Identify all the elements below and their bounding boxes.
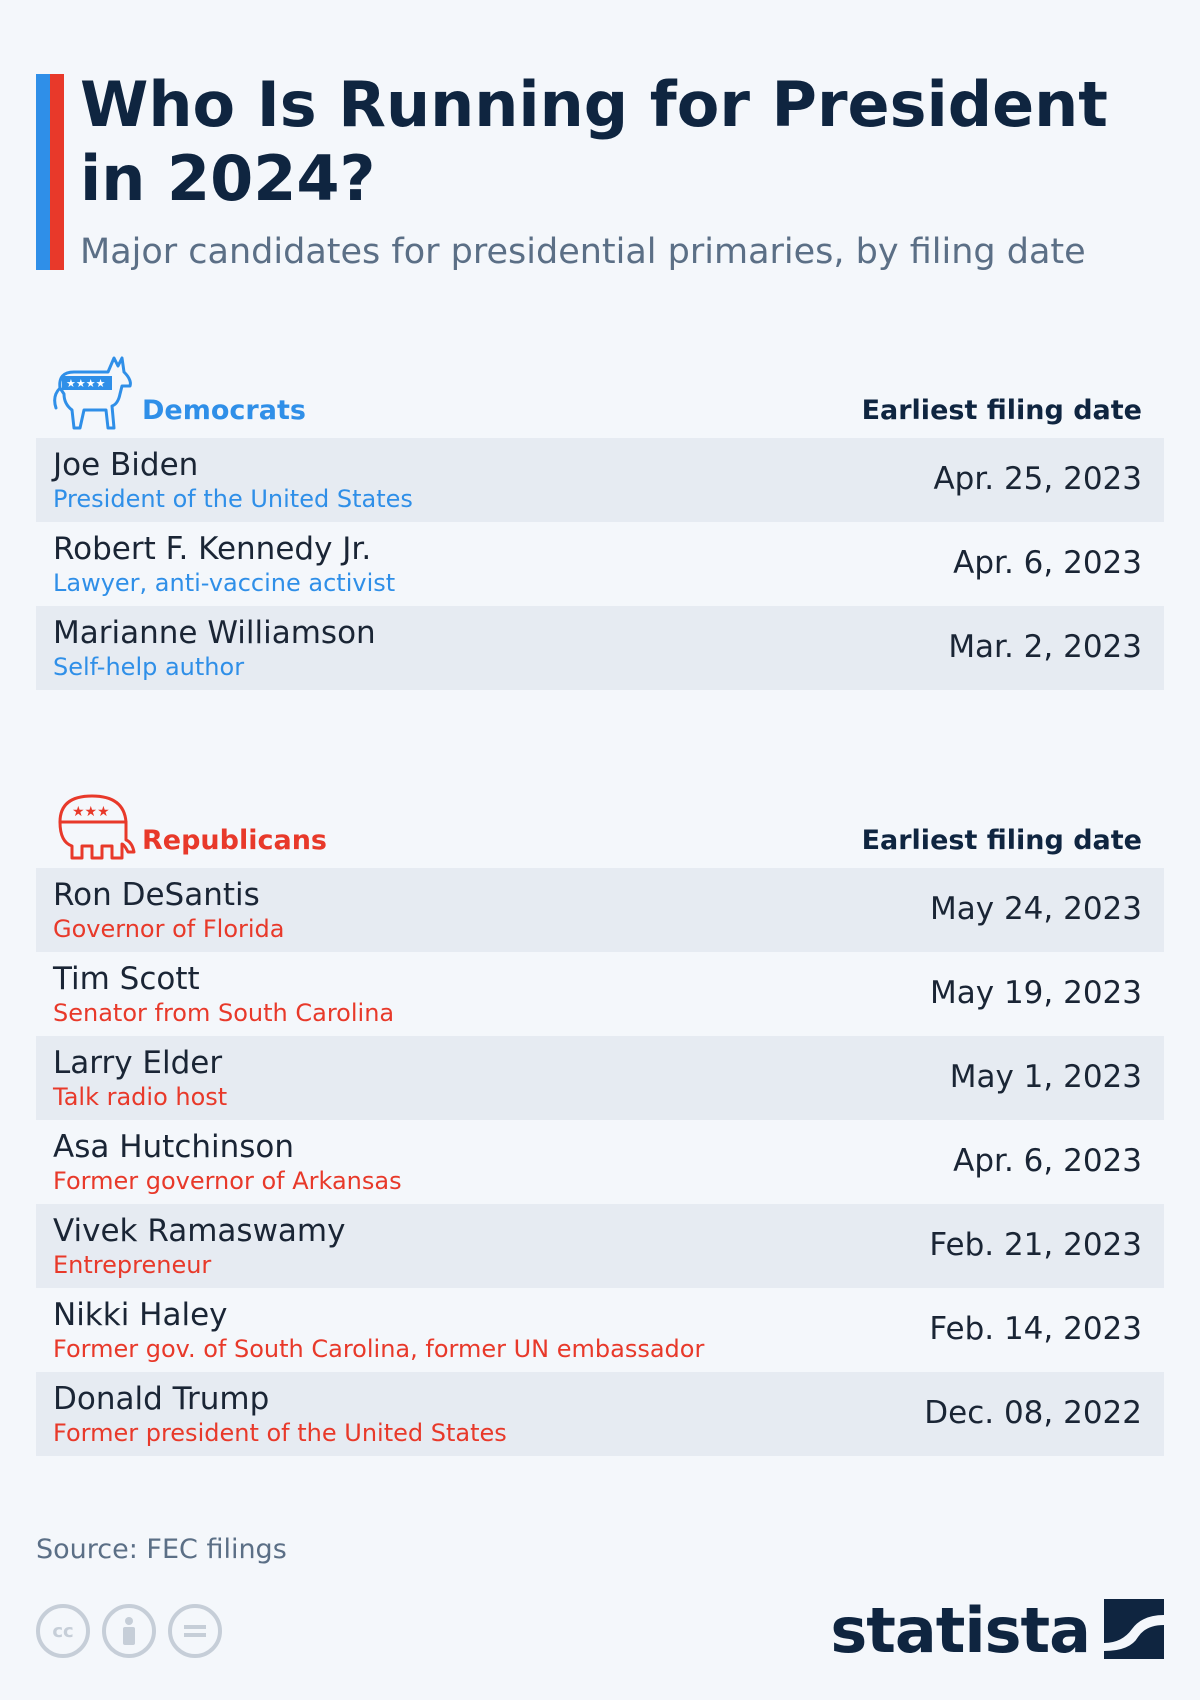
table-row [36,1288,1164,1372]
democrats-section [36,352,1164,690]
table-row [36,1036,1164,1120]
candidate-role: Lawyer, anti-vaccine activist [53,569,396,597]
republicans-section [36,782,1164,1456]
democrats-label: Democrats [142,395,306,426]
democrats-list [36,438,1164,690]
donkey-icon [52,352,134,438]
license-icons [36,1604,222,1658]
candidate-name: Tim Scott [53,961,200,997]
republicans-header [36,782,1164,868]
no-derivatives-icon[interactable] [168,1604,222,1658]
candidate-role: Self-help author [53,653,245,681]
filing-date: Feb. 21, 2023 [929,1227,1142,1263]
filing-date: Apr. 6, 2023 [953,545,1142,581]
elephant-icon [52,782,138,868]
filing-date: May 19, 2023 [930,975,1142,1011]
candidate-name: Nikki Haley [53,1297,228,1333]
statista-logo[interactable] [830,1596,1164,1666]
candidate-name: Vivek Ramaswamy [53,1213,346,1249]
filing-date: Apr. 6, 2023 [953,1143,1142,1179]
cc-icon[interactable]: cc [36,1604,90,1658]
page-title: Who Is Running for President in 2024? [80,68,1108,215]
svg-text:★★★: ★★★ [72,804,110,820]
candidate-role: Governor of Florida [53,915,285,943]
candidate-role: Former gov. of South Carolina, former UN embassador [53,1335,705,1363]
statista-mark-icon [1104,1599,1164,1663]
svg-text:★★★★: ★★★★ [66,377,106,390]
democrats-column-header: Earliest filing date [861,395,1142,426]
table-row [36,1372,1164,1456]
candidate-role: Senator from South Carolina [53,999,395,1027]
republicans-list [36,868,1164,1456]
table-row [36,952,1164,1036]
candidate-name: Joe Biden [53,447,199,483]
candidate-name: Asa Hutchinson [53,1129,295,1165]
page-subtitle: Major candidates for presidential primaries, by filing date [80,232,1086,272]
democrats-header [36,352,1164,438]
table-row [36,522,1164,606]
candidate-name: Donald Trump [53,1381,270,1417]
accent-bar [36,74,64,270]
table-row [36,1120,1164,1204]
attribution-icon[interactable] [102,1604,156,1658]
filing-date: May 24, 2023 [930,891,1142,927]
candidate-role: Former president of the United States [53,1419,507,1447]
candidate-name: Marianne Williamson [53,615,376,651]
filing-date: Feb. 14, 2023 [929,1311,1142,1347]
candidate-role: Entrepreneur [53,1251,212,1279]
candidate-role: Former governor of Arkansas [53,1167,402,1195]
filing-date: May 1, 2023 [949,1059,1142,1095]
filing-date: Apr. 25, 2023 [933,461,1142,497]
candidate-name: Robert F. Kennedy Jr. [53,531,372,567]
filing-date: Mar. 2, 2023 [948,629,1142,665]
brand-wordmark: statista [830,1594,1090,1667]
table-row [36,438,1164,522]
table-row [36,1204,1164,1288]
table-row [36,868,1164,952]
table-row [36,606,1164,690]
candidate-role: Talk radio host [53,1083,228,1111]
filing-date: Dec. 08, 2022 [924,1395,1142,1431]
candidate-name: Larry Elder [53,1045,223,1081]
source-note: Source: FEC filings [36,1534,287,1565]
republicans-label: Republicans [142,825,328,856]
republicans-column-header: Earliest filing date [861,825,1142,856]
candidate-name: Ron DeSantis [53,877,260,913]
candidate-role: President of the United States [53,485,413,513]
